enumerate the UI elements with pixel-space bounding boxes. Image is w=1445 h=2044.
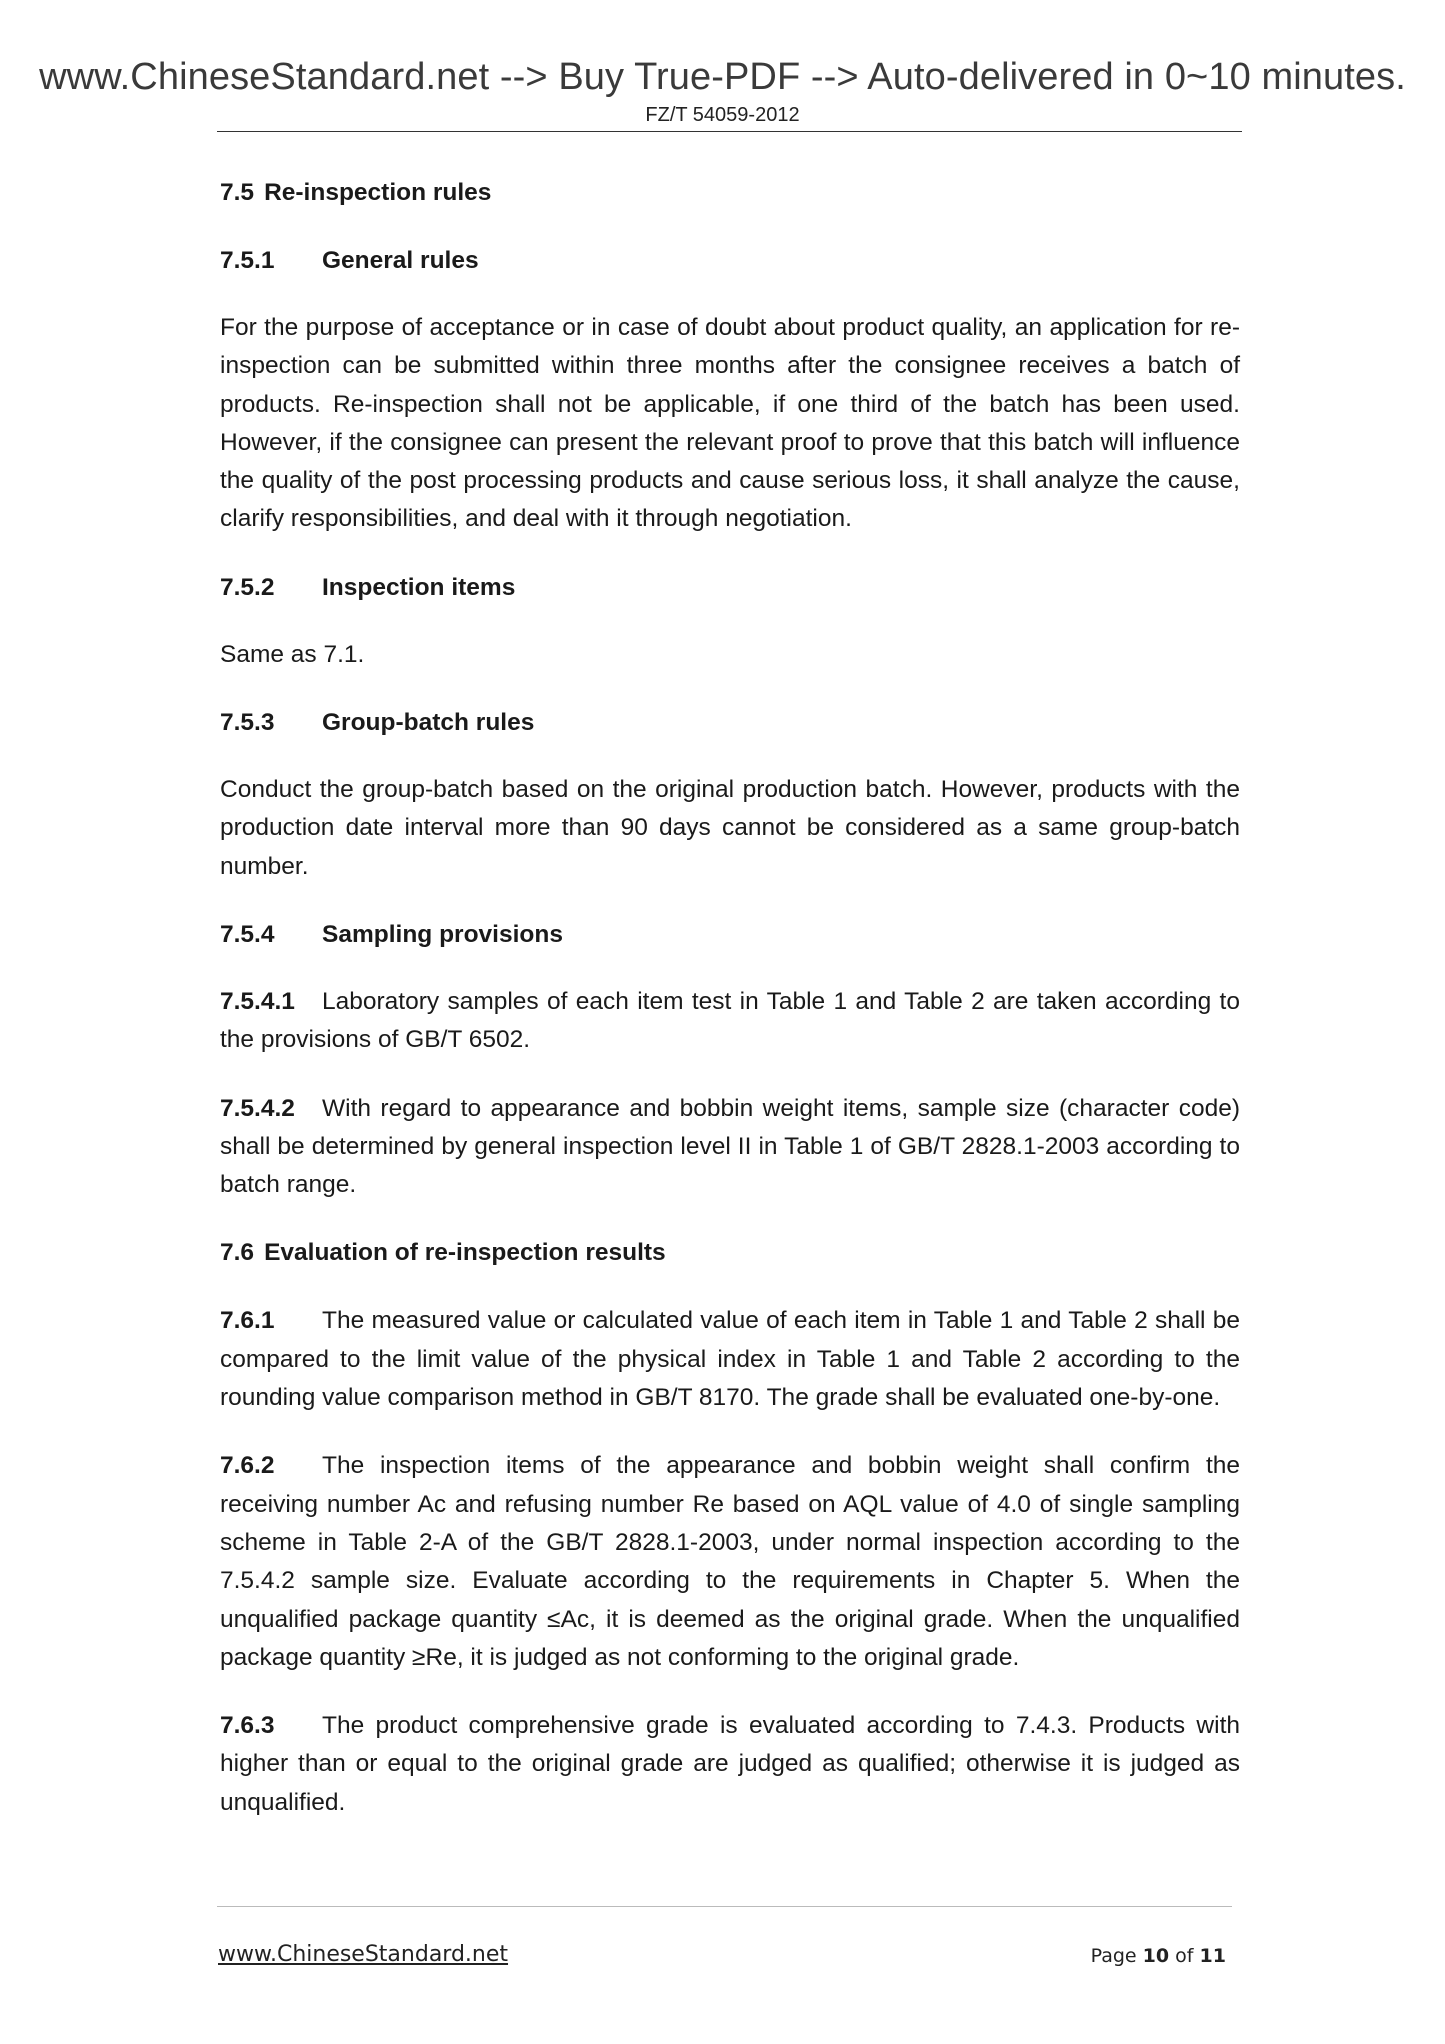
standard-code: FZ/T 54059-2012: [645, 104, 800, 126]
section-heading-7-5: [220, 174, 1240, 212]
section-title: Group-batch rules: [322, 709, 535, 737]
section-number: 7.6: [220, 1239, 255, 1267]
document-body: [220, 174, 1240, 1822]
page-number: [1091, 1945, 1226, 1967]
section-title: Sampling provisions: [322, 920, 563, 948]
paragraph-7-5-4-2: [220, 1090, 1240, 1205]
section-heading-7-5-3: [220, 704, 1240, 742]
header-banner[interactable]: www.ChineseStandard.net --> Buy True-PDF --> Auto-delivered in 0~10 minutes.: [39, 56, 1406, 98]
clause-text: The product comprehensive grade is evaluated according to 7.4.3. Products with higher than or equal to the original grade are judged as qualified; otherwise it is judged as unqualified.: [220, 1712, 1240, 1816]
section-number: 7.5.4: [220, 920, 275, 948]
header-divider: [217, 131, 1242, 132]
section-heading-7-6: [220, 1234, 1240, 1272]
page-of: of: [1175, 1945, 1194, 1967]
clause-number: 7.5.4.2: [220, 1094, 295, 1122]
footer-website-link[interactable]: www.ChineseStandard.net: [218, 1942, 509, 1967]
section-title: General rules: [322, 247, 479, 274]
paragraph-inspection-items: Same as 7.1.: [220, 640, 365, 668]
clause-number: 7.6.1: [220, 1307, 275, 1335]
paragraph-7-6-1: [220, 1302, 1240, 1417]
paragraph-general-rules: For the purpose of acceptance or in case of doubt about product quality, an application for re-inspection can be submitted within three months after the consignee receives a batch of products. Re-inspection shall not be applicable, if one third of the batch has been used. However, if the consignee can present the relevant proof to prove that this batch will influence the quality of the post processing products and cause serious loss, it shall analyze the cause, clarify responsibilities, and deal with it through negotiation.: [220, 314, 1240, 533]
section-title: Evaluation of re-inspection results: [264, 1239, 666, 1267]
section-heading-7-5-2: [220, 569, 1240, 607]
paragraph-7-6-2: [220, 1447, 1240, 1677]
clause-text: Laboratory samples of each item test in Table 1 and Table 2 are taken according to the provisions of GB/T 6502.: [220, 987, 1240, 1054]
section-heading-7-5-4: [220, 916, 1240, 954]
paragraph-7-6-3: [220, 1707, 1240, 1822]
clause-number: 7.6.2: [220, 1452, 275, 1480]
footer-divider: [217, 1906, 1232, 1907]
clause-number: 7.5.4.1: [220, 987, 295, 1015]
clause-text: The measured value or calculated value of each item in Table 1 and Table 2 shall be compared to the limit value of the physical index in Table 1 and Table 2 according to the rounding value comparison method in GB/T 8170. The grade shall be evaluated one-by-one.: [220, 1307, 1240, 1412]
section-heading-7-5-1: [220, 242, 1240, 280]
section-number: 7.5: [220, 179, 255, 206]
page-current: 10: [1142, 1945, 1170, 1967]
paragraph-group-batch-rules: Conduct the group-batch based on the original production batch. However, products with the production date interval more than 90 days cannot be considered as a same group-batch number.: [220, 776, 1240, 880]
clause-text: The inspection items of the appearance and bobbin weight shall confirm the receiving number Ac and refusing number Re based on AQL value of 4.0 of single sampling scheme in Table 2-A of the GB/T 2828.1-2003, under normal inspection according to the 7.5.4.2 sample size. Evaluate according to the requirements in Chapter 5. When the unqualified package quantity ≤Ac, it is deemed as the original grade. When the unqualified package quantity ≥Re, it is judged as not conforming to the original grade.: [220, 1452, 1240, 1671]
page-label: Page: [1090, 1945, 1137, 1967]
section-number: 7.5.2: [220, 573, 275, 601]
page-total: 11: [1199, 1945, 1226, 1967]
section-title: Re-inspection rules: [264, 179, 492, 206]
clause-number: 7.6.3: [220, 1712, 275, 1740]
section-number: 7.5.1: [220, 247, 275, 274]
paragraph-7-5-4-1: [220, 983, 1240, 1060]
section-title: Inspection items: [322, 573, 516, 601]
clause-text: With regard to appearance and bobbin weight items, sample size (character code) shall be determined by general inspection level II in Table 1 of GB/T 2828.1-2003 according to batch range.: [220, 1094, 1240, 1199]
section-number: 7.5.3: [220, 709, 275, 737]
